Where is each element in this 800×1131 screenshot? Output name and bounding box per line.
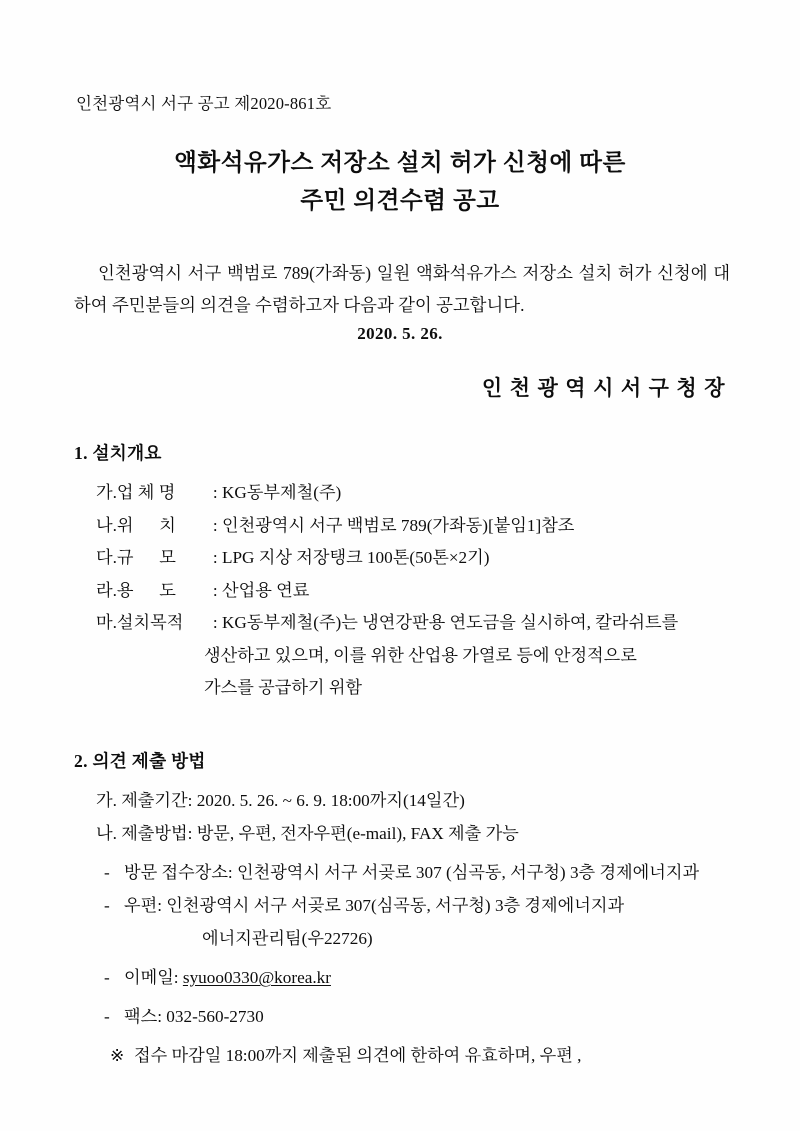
item-label: 설치목적	[116, 613, 184, 632]
item-label: 용 도	[116, 580, 176, 600]
title-line-first: 액화석유가스 저장소 설치 허가 신청에 따른	[174, 150, 626, 176]
submission-deadline-note-text: 접수 마감일 18:00까지 제출된 의견에 한하여 유효하며, 우편 ,	[134, 1046, 582, 1065]
list-item	[96, 477, 764, 510]
announcement-date: 2020. 5. 26.	[357, 324, 443, 343]
email-label: 이메일:	[124, 968, 179, 987]
item-value: 방문, 우편, 전자우편(e-mail), FAX 제출 가능	[196, 823, 519, 843]
contact-email	[104, 961, 764, 994]
item-label: 업 체 명	[116, 483, 176, 502]
item-colon: :	[187, 791, 193, 810]
installation-purpose-continuation-1: 생산하고 있으며, 이를 위한 산업용 가열로 등에 안정적으로	[204, 645, 637, 665]
list-item	[96, 818, 764, 851]
item-colon: :	[212, 613, 218, 632]
section-2-item-list	[74, 785, 764, 850]
contact-postal	[104, 889, 764, 922]
item-label: 제출기간	[121, 791, 188, 810]
fax-label: 팩스:	[124, 1007, 162, 1026]
reference-mark-icon: ※	[110, 1046, 125, 1065]
installation-purpose-continuation-2: 가스를 공급하기 위함	[204, 678, 363, 697]
item-colon: :	[212, 483, 218, 502]
contact-postal-text: 우편: 인천광역시 서구 서곶로 307(심곡동, 서구청) 3층 경제에너지과	[124, 896, 625, 915]
document-header-number: 인천광역시 서구 공고 제2020-861호	[76, 94, 332, 113]
item-colon: :	[212, 580, 218, 600]
item-marker: 가.	[96, 791, 117, 810]
item-value: KG동부제철(주)는 냉연강판용 연도금을 실시하여, 칼라쉬트를	[221, 613, 679, 632]
intro-paragraph: 인천광역시 서구 백범로 789(가좌동) 일원 액화석유가스 저장소 설치 허가 신청에 대하여 주민분들의 의견을 수렴하고자 다음과 같이 공고합니다.	[74, 263, 730, 316]
item-label: 제출방법	[121, 823, 188, 843]
item-marker: 나.	[96, 823, 117, 843]
list-item	[96, 785, 764, 818]
item-value: 2020. 5. 26. ~ 6. 9. 18:00까지(14일간)	[196, 791, 465, 810]
contact-fax	[104, 1000, 764, 1033]
contact-postal-continuation: 에너지관리팀(우22726)	[202, 929, 373, 948]
item-value: 인천광역시 서구 백범로 789(가좌동)[붙임1]참조	[221, 515, 575, 535]
section-installation-overview	[74, 440, 764, 705]
item-colon: :	[187, 823, 193, 843]
item-marker: 마.	[96, 613, 117, 632]
item-marker: 나.	[96, 515, 117, 535]
contact-visit	[104, 856, 764, 889]
dash-marker: -	[104, 863, 110, 882]
fax-number: 032-560-2730	[166, 1007, 264, 1026]
list-item	[96, 575, 764, 608]
email-link[interactable]: syuoo0330@korea.kr	[182, 968, 331, 987]
section-opinion-submission	[74, 748, 764, 1072]
item-colon: :	[212, 548, 218, 567]
list-item	[96, 510, 764, 543]
section-2-heading: 2. 의견 제출 방법	[74, 751, 206, 771]
issuer-signature: 인천광역시서구청장	[481, 376, 732, 400]
submission-deadline-note	[110, 1039, 764, 1072]
item-marker: 다.	[96, 548, 117, 567]
dash-marker: -	[104, 896, 110, 915]
contact-visit-text: 방문 접수장소: 인천광역시 서구 서곶로 307 (심곡동, 서구청) 3층 경제에너지과	[124, 863, 700, 882]
item-marker: 가.	[96, 483, 117, 502]
dash-marker: -	[104, 1007, 110, 1026]
dash-marker: -	[104, 968, 110, 987]
section-1-heading: 1. 설치개요	[74, 443, 162, 463]
item-value: LPG 지상 저장탱크 100톤(50톤×2기)	[221, 548, 490, 567]
item-value: 산업용 연료	[221, 580, 310, 600]
item-marker: 라.	[96, 580, 117, 600]
list-item	[96, 542, 764, 575]
item-label: 위 치	[116, 515, 176, 535]
item-value: KG동부제철(주)	[221, 483, 342, 502]
section-1-item-list	[74, 477, 764, 640]
item-label: 규 모	[116, 548, 176, 567]
item-colon: :	[212, 515, 218, 535]
list-item	[96, 607, 764, 640]
title-line-second: 주민 의견수렴 공고	[300, 188, 500, 214]
document-title	[0, 144, 800, 220]
